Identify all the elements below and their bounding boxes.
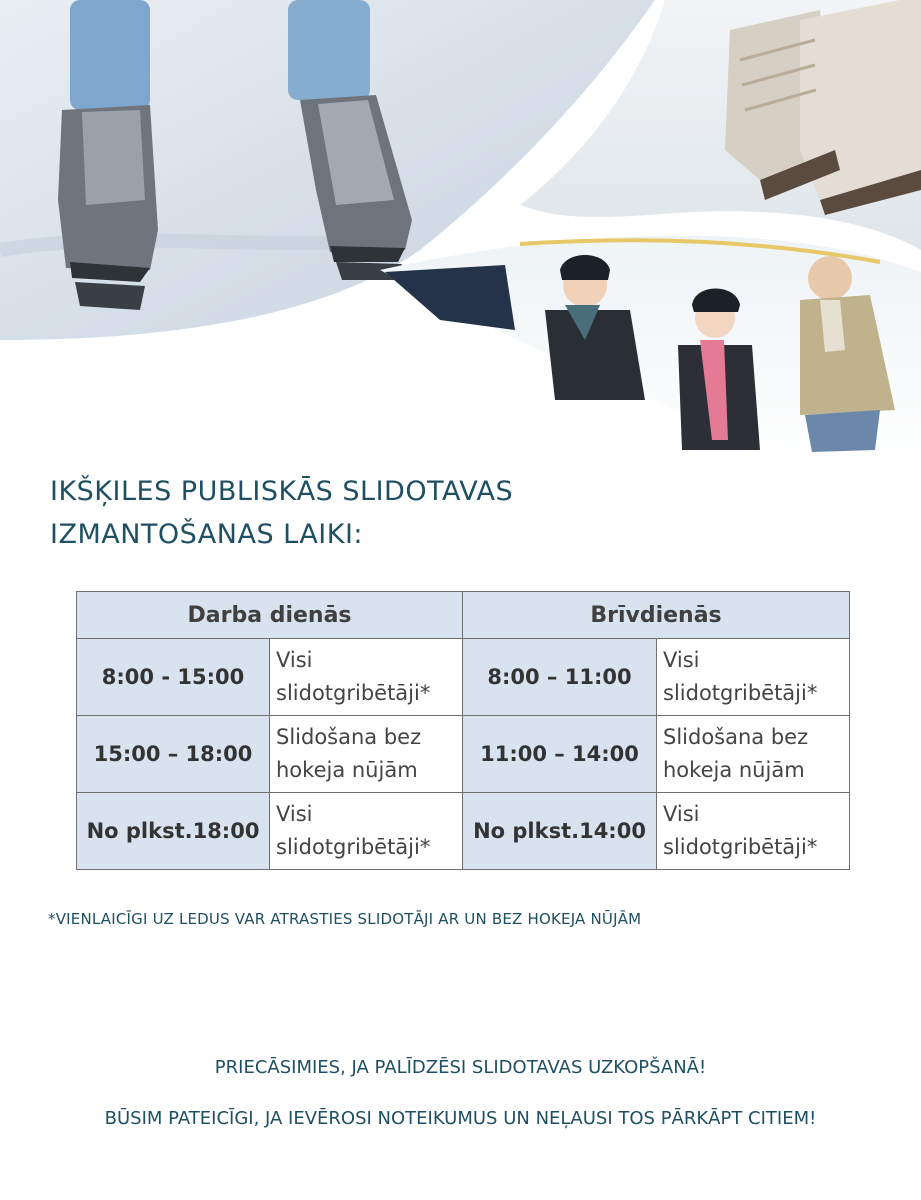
activity-line: slidotgribētāji* xyxy=(663,835,818,859)
weekend-header: Brīvdienās xyxy=(463,592,850,639)
schedule-header-row xyxy=(77,592,850,639)
title-line-2: IZMANTOŠANAS LAIKI: xyxy=(50,519,364,550)
hero-photo-collage xyxy=(0,0,921,470)
activity-line: Slidošana bez xyxy=(663,725,809,749)
weekend-activity xyxy=(657,716,850,793)
activity-line: Slidošana bez xyxy=(276,725,422,749)
weekend-time: 11:00 – 14:00 xyxy=(463,716,657,793)
activity-line: slidotgribētāji* xyxy=(663,681,818,705)
activity-line: slidotgribētāji* xyxy=(276,835,431,859)
activity-line: Visi xyxy=(663,802,700,826)
title-line-1: IKŠĶILES PUBLISKĀS SLIDOTAVAS xyxy=(50,476,514,507)
photo-children-skating xyxy=(380,236,921,470)
footer-message-2: BŪSIM PATEICĪGI, JA IEVĒROSI NOTEIKUMUS UN NEĻAUSI TOS PĀRKĀPT CITIEM! xyxy=(104,1108,817,1129)
schedule-table xyxy=(76,591,850,870)
weekend-time: 8:00 – 11:00 xyxy=(463,639,657,716)
weekend-time: No plkst.14:00 xyxy=(463,793,657,870)
page-title xyxy=(50,470,513,556)
weekend-activity xyxy=(657,793,850,870)
activity-line: slidotgribētāji* xyxy=(276,681,431,705)
activity-line: hokeja nūjām xyxy=(276,758,418,782)
weekday-activity xyxy=(270,716,463,793)
schedule-row xyxy=(77,716,850,793)
weekday-activity xyxy=(270,639,463,716)
footnote: *VIENLAICĪGI UZ LEDUS VAR ATRASTIES SLIDOTĀJI AR UN BEZ HOKEJA NŪJĀM xyxy=(48,910,642,928)
activity-line: hokeja nūjām xyxy=(663,758,805,782)
weekday-time: No plkst.18:00 xyxy=(77,793,270,870)
weekday-time: 8:00 - 15:00 xyxy=(77,639,270,716)
activity-line: Visi xyxy=(663,648,700,672)
weekdays-header: Darba dienās xyxy=(77,592,463,639)
activity-line: Visi xyxy=(276,648,313,672)
weekday-time: 15:00 – 18:00 xyxy=(77,716,270,793)
weekday-activity xyxy=(270,793,463,870)
weekend-activity xyxy=(657,639,850,716)
schedule-row xyxy=(77,639,850,716)
activity-line: Visi xyxy=(276,802,313,826)
schedule-row xyxy=(77,793,850,870)
footer-message-1: PRIECĀSIMIES, JA PALĪDZĒSI SLIDOTAVAS UZKOPŠANĀ! xyxy=(214,1057,707,1078)
